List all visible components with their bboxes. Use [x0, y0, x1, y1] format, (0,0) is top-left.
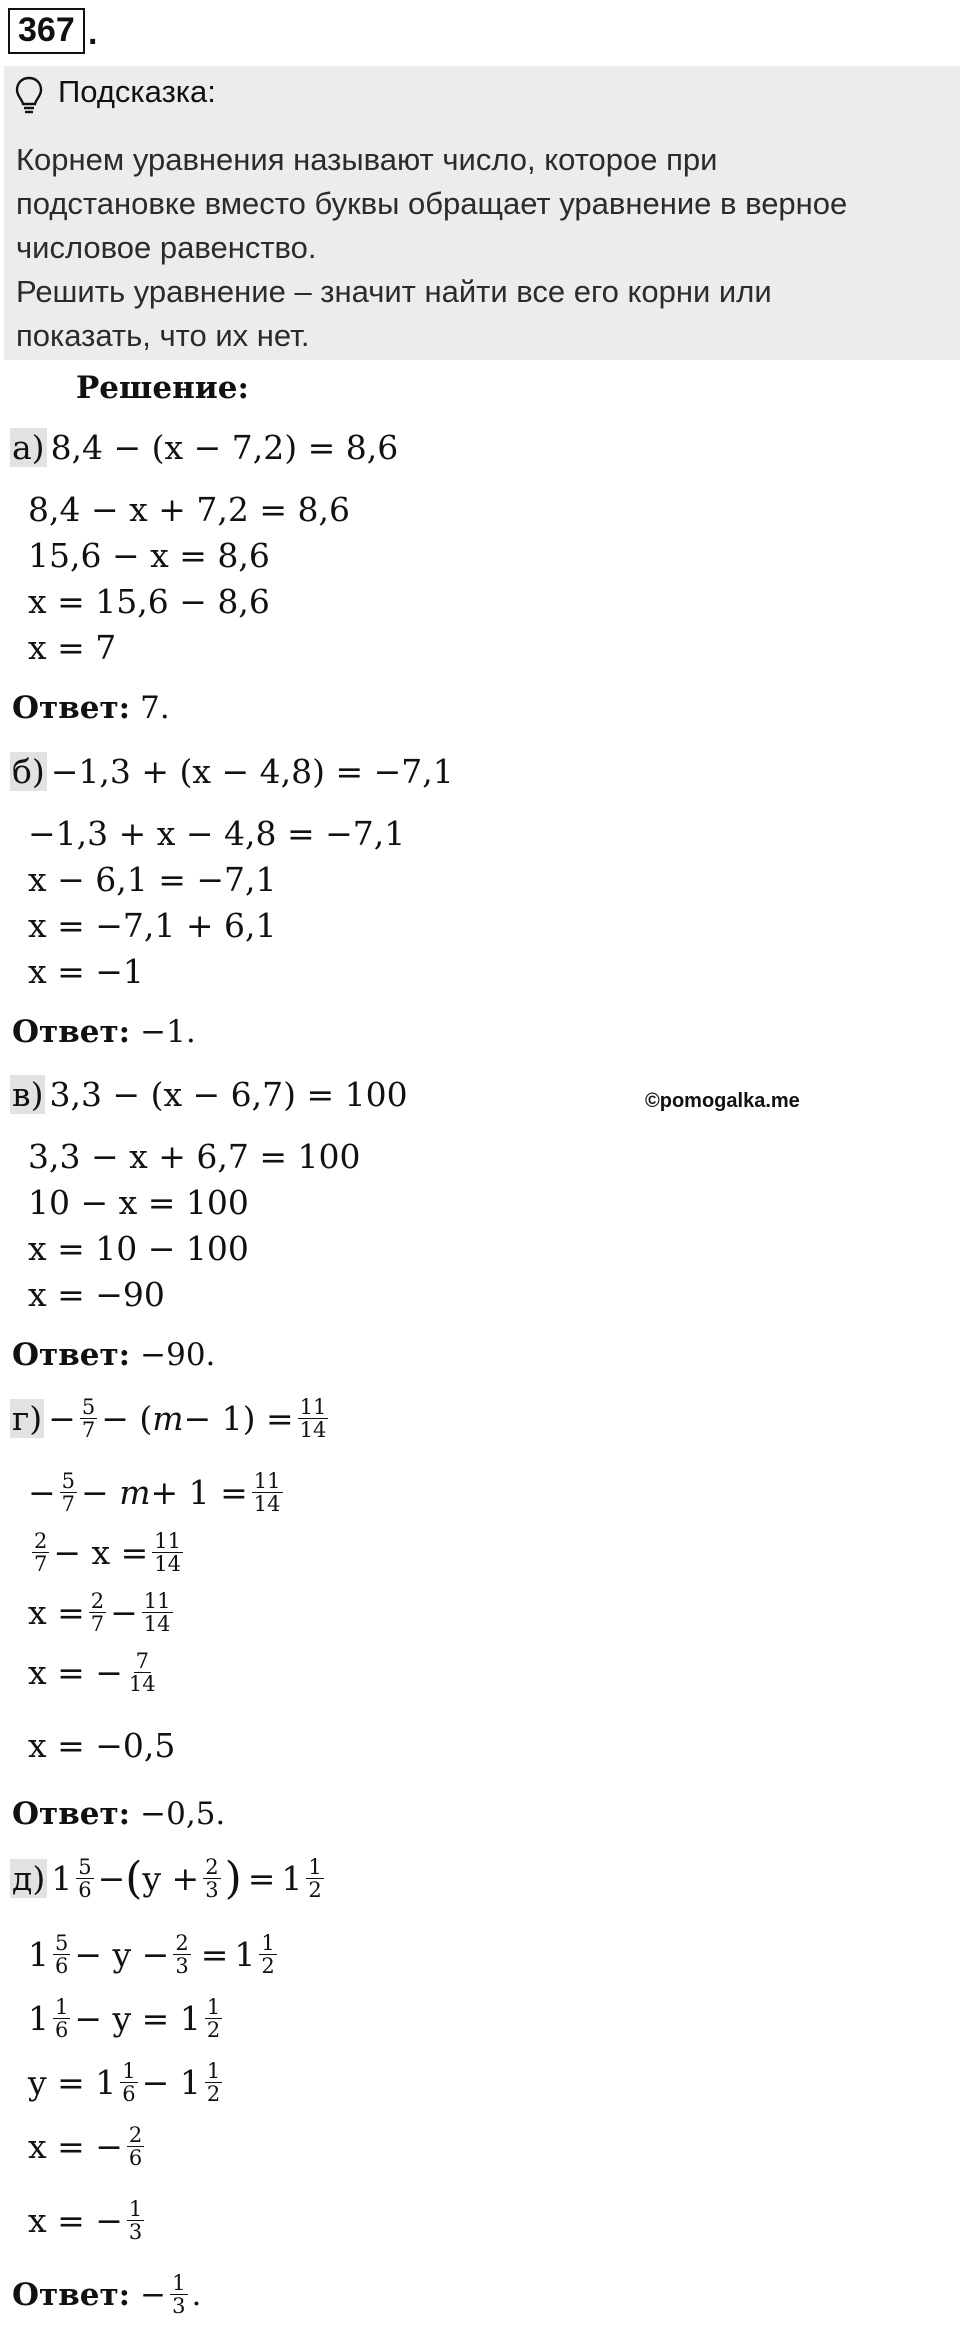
whole-part: 1 [28, 1999, 49, 2038]
numerator: 11 [299, 1395, 327, 1419]
task-v [10, 1075, 408, 1114]
answer-d [12, 2272, 201, 2317]
hint-line: Решить уравнение – значит найти все его корни или [16, 274, 772, 309]
expression-text: y + [142, 1859, 200, 1898]
paren: ( [125, 1852, 143, 1904]
fraction [306, 1856, 323, 1901]
denominator: 14 [128, 1672, 156, 1696]
denominator: 6 [122, 2082, 136, 2106]
expression-text: − [110, 1593, 138, 1632]
hint-line: числовое равенство. [16, 230, 317, 265]
denominator: 14 [299, 1418, 327, 1442]
whole-part: 1 [179, 1999, 201, 2038]
step: 15,6 − x = 8,6 [28, 536, 270, 575]
task-label: д) [12, 1859, 46, 1898]
denominator: 14 [253, 1492, 281, 1516]
numerator: 1 [261, 1931, 275, 1955]
numerator: 1 [55, 1995, 69, 2019]
minus-sign: − [48, 1399, 76, 1438]
fraction [127, 1650, 158, 1695]
denominator: 6 [78, 1878, 92, 1902]
step [28, 1932, 281, 1977]
step: x = 10 − 100 [28, 1229, 249, 1268]
fraction [60, 1470, 77, 1515]
step [28, 1470, 287, 1515]
whole-part: 1 [179, 2063, 201, 2102]
problem-number: 367 [8, 8, 85, 54]
answer-label: Ответ: [12, 1796, 131, 1832]
solution-heading: Решение: [76, 370, 249, 406]
hint-title: Подсказка: [58, 74, 216, 109]
fraction [205, 1996, 222, 2041]
task-label: г) [12, 1399, 43, 1438]
denominator: 3 [128, 2220, 143, 2244]
step [28, 1996, 226, 2041]
step [28, 2198, 148, 2243]
answer-value: −1. [140, 1014, 196, 1050]
denominator: 3 [205, 1878, 219, 1902]
expression-text: x = − [28, 2201, 123, 2240]
numerator: 5 [61, 1469, 76, 1493]
denominator: 2 [206, 2082, 221, 2106]
step: x = −0,5 [28, 1726, 176, 1765]
denominator: 2 [308, 1878, 322, 1902]
expression-text: x = − [28, 1653, 123, 1692]
answer-label: Ответ: [12, 1014, 131, 1050]
step: 8,4 − x + 7,2 = 8,6 [28, 490, 350, 529]
answer-dot: . [191, 2276, 202, 2313]
watermark: ©pomogalka.me [645, 1090, 800, 1112]
variable: m [152, 1399, 184, 1438]
lightbulb-icon [14, 75, 44, 115]
task-d [10, 1852, 328, 1904]
answer-v [12, 1337, 215, 1373]
fraction [120, 2060, 137, 2105]
denominator: 7 [81, 1418, 96, 1442]
step: 3,3 − x + 6,7 = 100 [28, 1137, 361, 1176]
answer-g [12, 1796, 225, 1832]
numerator: 1 [128, 2197, 143, 2221]
fraction [76, 1856, 93, 1901]
denominator: 14 [143, 1612, 171, 1636]
task-g [10, 1396, 332, 1441]
expression-text: − 1) = [183, 1399, 294, 1438]
denominator: 2 [261, 1954, 275, 1978]
fraction [170, 2272, 187, 2317]
hint-line: Корнем уравнения называют число, которое при [16, 142, 718, 177]
fraction [152, 1530, 183, 1575]
expression-text: y = [28, 2063, 85, 2102]
fraction [259, 1932, 276, 1977]
numerator: 2 [90, 1589, 105, 1613]
whole-part: 1 [28, 1935, 49, 1974]
task-label: а) [12, 428, 45, 467]
numerator: 5 [81, 1395, 96, 1419]
expression-text: − y = [74, 1999, 170, 2038]
step [28, 2124, 148, 2169]
step: x − 6,1 = −7,1 [28, 860, 277, 899]
fraction [203, 1856, 220, 1901]
whole-part: 1 [51, 1859, 73, 1898]
denominator: 3 [175, 1954, 189, 1978]
expression-text: − [141, 2063, 170, 2102]
fraction [298, 1396, 329, 1441]
step: x = −1 [28, 952, 144, 991]
step: x = −90 [28, 1275, 165, 1314]
whole-part: 1 [281, 1859, 303, 1898]
answer-value: −90. [140, 1337, 216, 1373]
fraction [53, 1996, 70, 2041]
fraction [89, 1590, 106, 1635]
variable: m [119, 1473, 151, 1512]
numerator: 2 [128, 2123, 143, 2147]
numerator: 11 [154, 1529, 182, 1553]
task-equation: 3,3 − (x − 6,7) = 100 [49, 1075, 408, 1114]
numerator: 2 [175, 1931, 189, 1955]
minus-sign: − [140, 2276, 167, 2313]
task-a [10, 428, 398, 467]
denominator: 2 [206, 2018, 221, 2042]
expression-text: x = [28, 1593, 85, 1632]
numerator: 7 [135, 1649, 149, 1673]
answer-label: Ответ: [12, 1337, 131, 1373]
step: −1,3 + x − 4,8 = −7,1 [28, 814, 406, 853]
step: x = 15,6 − 8,6 [28, 582, 270, 621]
expression-text: x = − [28, 2127, 123, 2166]
expression-text: + 1 = [150, 1473, 248, 1512]
denominator: 6 [128, 2146, 143, 2170]
expression-text: − [97, 1859, 126, 1898]
fraction [32, 1530, 49, 1575]
numerator: 1 [206, 1995, 221, 2019]
whole-part: 1 [234, 1935, 256, 1974]
task-equation: 8,4 − (x − 7,2) = 8,6 [50, 428, 399, 467]
fraction [205, 2060, 222, 2105]
answer-a [12, 690, 170, 726]
fraction [127, 2198, 144, 2243]
numerator: 11 [253, 1469, 281, 1493]
task-label: в) [12, 1075, 44, 1114]
step: x = −7,1 + 6,1 [28, 906, 277, 945]
expression-text: − ( [101, 1399, 153, 1438]
minus-sign: − [28, 1473, 56, 1512]
numerator: 11 [143, 1589, 171, 1613]
denominator: 6 [55, 2018, 69, 2042]
fraction [53, 1932, 70, 1977]
expression-text: − [81, 1473, 109, 1512]
whole-part: 1 [95, 2063, 117, 2102]
numerator: 5 [78, 1855, 92, 1879]
expression-text: − y − [74, 1935, 170, 1974]
step [28, 1650, 162, 1695]
task-b [10, 752, 454, 791]
denominator: 14 [154, 1552, 182, 1576]
numerator: 1 [308, 1855, 322, 1879]
step [28, 1590, 177, 1635]
step: 10 − x = 100 [28, 1183, 249, 1222]
numerator: 5 [55, 1931, 69, 1955]
fraction [127, 2124, 144, 2169]
equals-sign: = [247, 1859, 276, 1898]
denominator: 7 [61, 1492, 76, 1516]
denominator: 7 [90, 1612, 105, 1636]
fraction [173, 1932, 190, 1977]
numerator: 1 [122, 2059, 136, 2083]
answer-b [12, 1014, 196, 1050]
numerator: 1 [206, 2059, 221, 2083]
step [28, 1530, 187, 1575]
equals-sign: = [200, 1935, 229, 1974]
task-label: б) [12, 752, 45, 791]
step: x = 7 [28, 628, 117, 667]
task-equation: −1,3 + (x − 4,8) = −7,1 [50, 752, 454, 791]
answer-value: −0,5. [140, 1796, 226, 1832]
fraction [252, 1470, 283, 1515]
denominator: 6 [55, 1954, 69, 1978]
expression-text: − x = [53, 1533, 149, 1572]
denominator: 7 [34, 1552, 48, 1576]
numerator: 2 [205, 1855, 219, 1879]
answer-value: 7. [140, 690, 170, 726]
step [28, 2060, 226, 2105]
problem-number-dot: . [88, 14, 98, 52]
numerator: 2 [34, 1529, 48, 1553]
answer-label: Ответ: [12, 690, 131, 726]
fraction [142, 1590, 173, 1635]
fraction [80, 1396, 97, 1441]
numerator: 1 [172, 2271, 186, 2295]
paren: ) [224, 1852, 242, 1904]
hint-line: подстановке вместо буквы обращает уравнение в верное [16, 186, 848, 221]
hint-line: показать, что их нет. [16, 318, 310, 353]
denominator: 3 [172, 2294, 186, 2318]
answer-label: Ответ: [12, 2276, 131, 2313]
